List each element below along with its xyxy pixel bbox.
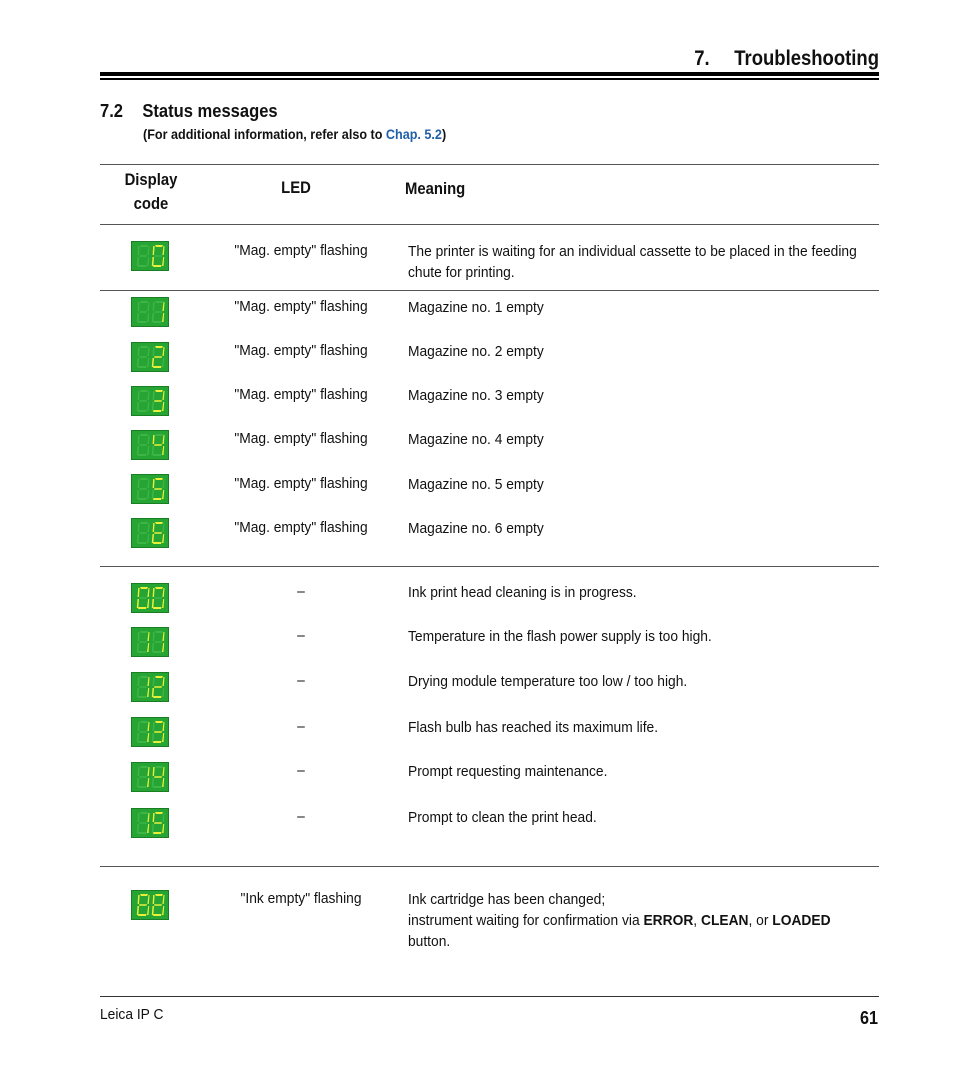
footer-product: Leica IP C — [100, 1006, 164, 1023]
segment-digit — [151, 389, 165, 413]
section-heading — [100, 101, 278, 122]
led-status: "Mag. empty" flashing — [234, 342, 368, 359]
note-prefix: (For additional information, refer also to — [143, 126, 386, 142]
led-status: – — [297, 808, 305, 825]
segment-digit — [136, 345, 150, 369]
segment-digit — [136, 675, 150, 699]
segment-digit — [136, 389, 150, 413]
clean-button-label: CLEAN — [700, 912, 749, 929]
footer-rule — [100, 996, 879, 997]
display-code — [131, 241, 169, 271]
meaning-text: Magazine no. 1 empty — [408, 299, 544, 316]
segment-digit — [136, 477, 150, 501]
group-divider — [100, 290, 879, 291]
section-title: Status messages — [142, 101, 278, 121]
meaning-text-ink — [408, 889, 886, 952]
display-code — [131, 762, 169, 792]
header-meaning: Meaning — [405, 180, 466, 198]
led-status: – — [297, 762, 305, 779]
meaning-text: The printer is waiting for an individual cassette to be placed in the feeding chute for printing. — [408, 243, 857, 281]
segment-digit — [136, 630, 150, 654]
segment-digit — [136, 300, 150, 324]
chapter-link[interactable]: Chap. 5.2 — [385, 126, 442, 142]
section-note — [143, 126, 446, 142]
led-status: – — [297, 583, 305, 600]
display-code — [131, 474, 169, 504]
header-led: LED — [281, 179, 311, 197]
display-code — [131, 518, 169, 548]
segment-digit — [151, 586, 165, 610]
led-status: "Mag. empty" flashing — [234, 430, 368, 447]
led-status: "Mag. empty" flashing — [234, 475, 368, 492]
group-divider — [100, 566, 879, 567]
chapter-number: 7. — [694, 47, 710, 70]
led-status: "Mag. empty" flashing — [234, 519, 368, 536]
display-code — [131, 717, 169, 747]
meaning-text: Prompt requesting maintenance. — [408, 763, 608, 780]
chapter-heading — [694, 47, 879, 71]
display-code — [131, 342, 169, 372]
segment-digit — [136, 893, 150, 917]
meaning-text: Prompt to clean the print head. — [408, 809, 597, 826]
segment-digit — [136, 586, 150, 610]
header-display-code — [114, 168, 188, 216]
segment-digit — [136, 521, 150, 545]
segment-digit — [151, 811, 165, 835]
meaning-line2-prefix: instrument waiting for confirmation via — [408, 912, 644, 929]
header-display-line2: code — [133, 195, 169, 213]
display-code — [131, 808, 169, 838]
segment-digit — [151, 300, 165, 324]
display-code — [131, 430, 169, 460]
segment-digit — [136, 720, 150, 744]
header-rule-thin — [100, 78, 879, 80]
led-status: – — [297, 627, 305, 644]
segment-digit — [151, 244, 165, 268]
meaning-text: Magazine no. 2 empty — [408, 343, 544, 360]
error-button-label: ERROR — [643, 912, 694, 929]
meaning-text: Drying module temperature too low / too high. — [408, 673, 688, 690]
chapter-title: Troubleshooting — [734, 47, 879, 70]
meaning-text: Magazine no. 5 empty — [408, 476, 544, 493]
segment-digit — [151, 720, 165, 744]
meaning-text: Flash bulb has reached its maximum life. — [408, 719, 659, 736]
meaning-text: Magazine no. 4 empty — [408, 431, 544, 448]
separator: , or — [748, 912, 773, 929]
note-suffix: ) — [441, 126, 447, 142]
segment-digit — [151, 630, 165, 654]
segment-digit — [151, 765, 165, 789]
page-number: 61 — [859, 1008, 878, 1028]
segment-digit — [151, 477, 165, 501]
segment-digit — [151, 345, 165, 369]
table-top-rule — [100, 164, 879, 165]
header-rule — [100, 224, 879, 225]
meaning-line1: Ink cartridge has been changed; — [408, 891, 606, 908]
segment-digit — [151, 893, 165, 917]
section-number: 7.2 — [100, 101, 124, 121]
segment-digit — [136, 811, 150, 835]
display-code — [131, 890, 169, 920]
meaning-text: Ink print head cleaning is in progress. — [408, 584, 637, 601]
group-divider — [100, 866, 879, 867]
meaning-text: Temperature in the flash power supply is too high. — [408, 628, 712, 645]
meaning-line3: button. — [408, 933, 451, 950]
led-status: "Mag. empty" flashing — [234, 298, 368, 315]
display-code — [131, 386, 169, 416]
led-status: "Mag. empty" flashing — [234, 242, 368, 259]
segment-digit — [151, 433, 165, 457]
display-code — [131, 583, 169, 613]
header-display-line1: Display — [124, 171, 178, 189]
segment-digit — [136, 244, 150, 268]
led-status: "Ink empty" flashing — [240, 890, 362, 907]
segment-digit — [136, 433, 150, 457]
meaning-text: Magazine no. 6 empty — [408, 520, 544, 537]
meaning-text: Magazine no. 3 empty — [408, 387, 544, 404]
meaning-line2 — [408, 910, 886, 931]
segment-digit — [151, 675, 165, 699]
segment-digit — [136, 765, 150, 789]
led-status: – — [297, 672, 305, 689]
display-code — [131, 672, 169, 702]
led-status: "Mag. empty" flashing — [234, 386, 368, 403]
display-code — [131, 297, 169, 327]
segment-digit — [151, 521, 165, 545]
display-code — [131, 627, 169, 657]
header-rule-thick — [100, 72, 879, 76]
separator: , — [693, 912, 701, 929]
loaded-button-label: LOADED — [772, 912, 831, 929]
led-status: – — [297, 718, 305, 735]
